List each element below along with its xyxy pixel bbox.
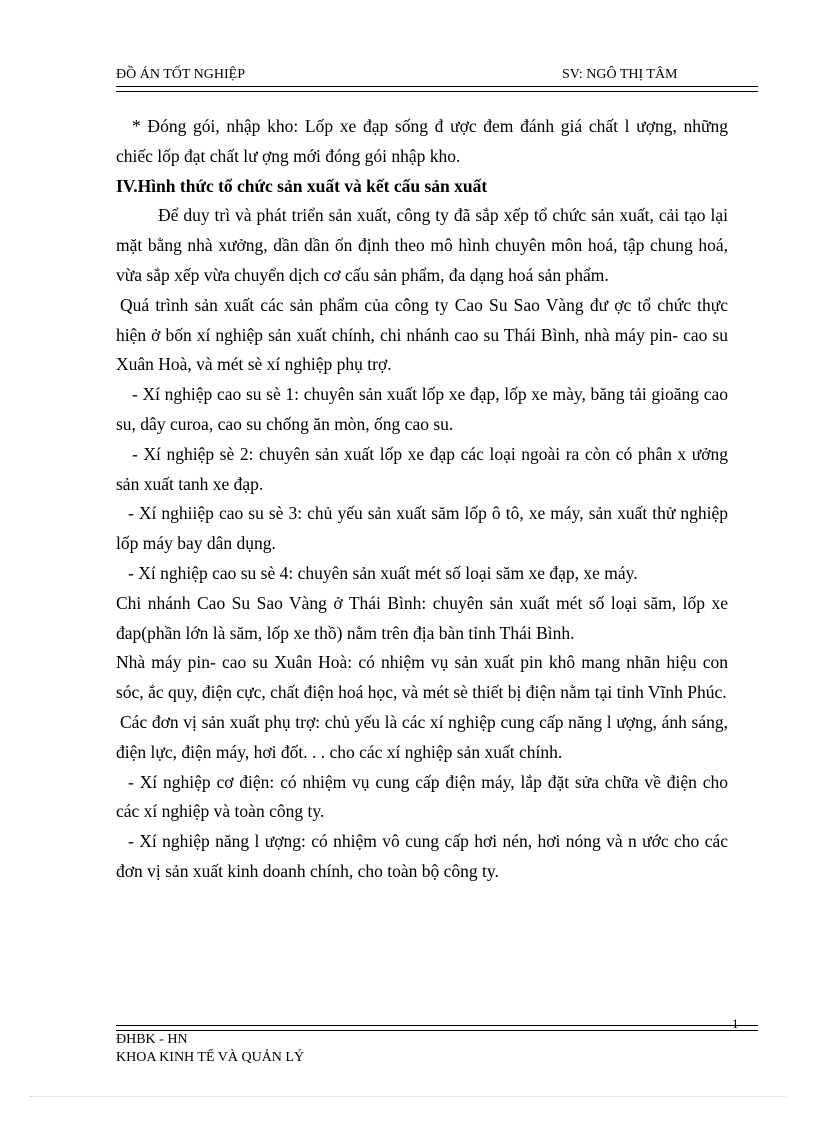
list-item-energy: - Xí nghiệp năng l ượng: có nhiệm vô cung cấp hơi nén, hơi nóng và n ước cho các đơn vị sản xuất kinh doanh chính, cho toàn bộ công ty. <box>116 831 728 881</box>
paragraph-support-units: Các đơn vị sản xuất phụ trợ: chủ yếu là các xí nghiệp cung cấp năng l ượng, ánh sáng, điện lực, điện máy, hơi đốt. . . cho các xí nghiệp sản xuất chính. <box>116 711 728 762</box>
footer-faculty: KHOA KINH TẾ VÀ QUẢN LÝ <box>116 1050 305 1065</box>
list-item-electrical: - Xí nghiệp cơ điện: có nhiệm vụ cung cấp điện máy, lắp đặt sửa chữa về điện cho các xí nghiệp và toàn công ty. <box>116 771 728 822</box>
page-number: 1 <box>732 1016 739 1031</box>
footer-university: ĐHBK - HN <box>116 1032 188 1047</box>
list-item-factory-3: - Xí nghiiệp cao su sè 3: chủ yếu sản xuất săm lốp ô tô, xe máy, sản xuất thử nghiệp lốp máy bay dân dụng. <box>116 503 728 554</box>
paragraph-intro: Để duy trì và phát triển sản xuất, công ty đã sắp xếp tổ chức sản xuất, cải tạo lại mặt bằng nhà xưởng, dần dần ổn định theo mô hình chuyên môn hoá, tập chung hoá, vừa sắp xếp vừa chuyển dịch cơ cấu sản phẩm, đa dạng hoá sản phẩm. <box>116 205 728 285</box>
page-edge-divider <box>30 1096 786 1097</box>
header-student-name: SV: NGÔ THỊ TÂM <box>562 67 678 82</box>
list-item-factory-2: - Xí nghiệp sè 2: chuyên sản xuất lốp xe đạp các loại ngoài ra còn có phân x ưởng sản xuất tanh xe đạp. <box>116 443 728 494</box>
paragraph-thai-binh: Chi nhánh Cao Su Sao Vàng ở Thái Bình: chuyên sản xuất mét số loại săm, lốp xe đap(phần lớn là săm, lốp xe thồ) nằm trên địa bàn tỉnh Thái Bình. <box>116 592 728 643</box>
paragraph-packaging: * Đóng gói, nhập kho: Lốp xe đạp sống đ ược đem đánh giá chất l ượng, những chiếc lốp đạt chất lư ợng mới đóng gói nhập kho. <box>116 116 728 166</box>
header-title: ĐỒ ÁN TỐT NGHIỆP <box>116 67 245 82</box>
section-heading: IV.Hình thức tổ chức sản xuất và kết cấu sản xuất <box>116 175 488 196</box>
page-footer <box>116 1016 758 1076</box>
list-item-factory-4: - Xí nghiệp cao su sè 4: chuyên sản xuất mét số loại săm xe đạp, xe máy. <box>128 562 638 583</box>
document-body <box>116 112 728 887</box>
list-item-factory-1: - Xí nghiệp cao su sè 1: chuyên sản xuất lốp xe đạp, lốp xe mày, băng tải gioăng cao su, dây curoa, cao su chống ăn mòn, ống cao su. <box>116 384 728 434</box>
header-divider <box>116 86 758 92</box>
paragraph-process: Quá trình sản xuất các sản phẩm của công ty Cao Su Sao Vàng đư ợc tổ chức thực hiện ở bốn xí nghiệp sản xuất chính, chi nhánh cao su Thái Bình, nhà máy pin- cao su Xuân Hoà, và mét sè xí nghiệp phụ trợ. <box>116 294 728 375</box>
paragraph-xuan-hoa: Nhà máy pin- cao su Xuân Hoà: có nhiệm vụ sản xuất pin khô mang nhãn hiệu con sóc, ắc quy, điện cực, chất điện hoá học, và mét sè thiết bị điện nằm tại tỉnh Vĩnh Phúc. <box>116 652 728 703</box>
footer-divider <box>116 1025 758 1031</box>
page-header <box>116 60 758 92</box>
